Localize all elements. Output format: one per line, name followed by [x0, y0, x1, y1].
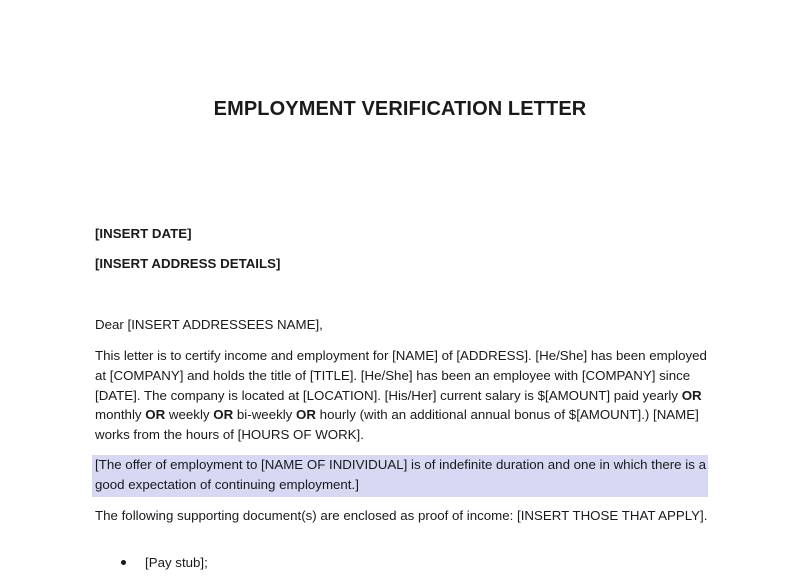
or-emphasis: OR	[681, 387, 702, 403]
document-title: EMPLOYMENT VERIFICATION LETTER	[213, 98, 587, 120]
salutation: Dear [INSERT ADDRESSEES NAME],	[95, 317, 323, 332]
body-text-part: This letter is to certify income and employment for [NAME] of [ADDRESS]. [He/She] has been employed at [COMPANY] and holds the title of [TITLE]. [He/She] has been an employee with [COMPANY] since [DATE]. The company is located at [LOCATION]. [His/Her] current salary is $[AMOUNT] paid yearly	[95, 348, 707, 403]
body-text-part: weekly	[165, 407, 214, 423]
highlighted-paragraph[interactable]: [The offer of employment to [NAME OF INDIVIDUAL] is of indefinite duration and one in which there is a good expectation of continuing employment.]	[95, 457, 706, 492]
or-emphasis: OR	[213, 407, 234, 423]
body-text-part: bi-weekly	[233, 407, 297, 423]
or-emphasis: OR	[296, 407, 316, 423]
list-item: [Pay stub];	[145, 555, 208, 570]
body-text-part: hourly (with an additional annual bonus of $[AMOUNT].) [NAME] works from the hours of [HOURS OF WORK].	[95, 407, 699, 443]
supporting-docs-paragraph: The following supporting document(s) are enclosed as proof of income: [INSERT THOSE THAT APPLY].	[95, 508, 708, 523]
body-paragraph	[95, 346, 720, 445]
body-text-part: monthly	[95, 407, 146, 423]
address-placeholder: [INSERT ADDRESS DETAILS]	[95, 256, 281, 271]
date-placeholder: [INSERT DATE]	[95, 226, 192, 241]
or-emphasis: OR	[145, 407, 166, 423]
bullet-icon	[121, 560, 126, 565]
